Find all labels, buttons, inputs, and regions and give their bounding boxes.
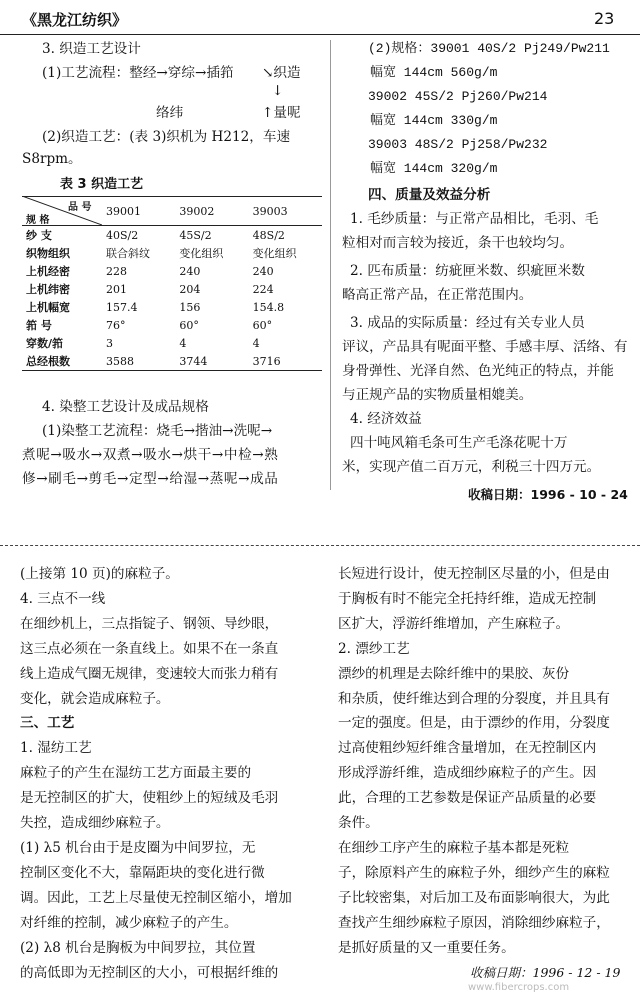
table-cell: 76° bbox=[106, 318, 126, 332]
dyeing-line: 煮呢→吸水→双煮→吸水→烘干→中检→熟 bbox=[22, 447, 279, 463]
paragraph-line: 线上造成气圈无规律，变速较大而张力稍有 bbox=[20, 666, 279, 682]
process-branch-right-label: 量呢 bbox=[273, 105, 301, 121]
paragraph-line: 形成浮游纤维，造成细纱麻粒子的产生。因 bbox=[338, 765, 597, 781]
table-header-cell: 39003 bbox=[249, 197, 322, 226]
received-date: 收稿日期：1996 - 12 - 19 bbox=[470, 965, 621, 980]
spec-line: 幅宽 144cm 320g/m bbox=[370, 161, 498, 176]
spec-line: 幅宽 144cm 560g/m bbox=[370, 65, 498, 80]
section-title: 三、工艺 bbox=[20, 715, 75, 731]
row-label: 上机幅宽 bbox=[26, 301, 70, 314]
paragraph-line: 是无控制区的扩大，使粗纱上的短绒及毛羽 bbox=[20, 790, 279, 806]
paragraph-line: 对纤维的控制，减少麻粒子的产生。 bbox=[20, 915, 238, 931]
paragraph-line: 这三点必须在一条直线上。如果不在一条直 bbox=[20, 641, 279, 657]
table-header-cell: 39001 bbox=[102, 197, 175, 226]
table-cell: 201 bbox=[106, 282, 127, 296]
table-row bbox=[22, 298, 322, 316]
paragraph-line: 在细纱机上，三点指锭子、钢领、导纱眼， bbox=[20, 616, 279, 632]
table-cell: 48S/2 bbox=[252, 228, 285, 242]
spec-line: 幅宽 144cm 330g/m bbox=[370, 113, 498, 128]
paragraph-line: 四十吨风箱毛条可生产毛涤花呢十万 bbox=[350, 435, 568, 451]
table-cell: 154.8 bbox=[252, 300, 285, 314]
spec-line: 39002 45S/2 Pj260/Pw214 bbox=[368, 89, 548, 104]
paragraph-line: 条件。 bbox=[338, 815, 379, 831]
row-label: 穿数/筘 bbox=[26, 337, 64, 350]
spec-line: 39003 48S/2 Pj258/Pw232 bbox=[368, 137, 548, 152]
paragraph-line: 变化，就会造成麻粒子。 bbox=[20, 691, 170, 707]
paragraph-line: 调。因此，工艺上尽量使无控制区缩小，增加 bbox=[20, 890, 292, 906]
page-number: 23 bbox=[594, 9, 615, 28]
received-date: 收稿日期：1996 - 10 - 24 bbox=[468, 487, 628, 502]
paragraph-line: 略高正常产品，在正常范围内。 bbox=[342, 287, 533, 303]
header-rule bbox=[0, 34, 640, 35]
table-row bbox=[22, 280, 322, 298]
paragraph-line: 3. 成品的实际质量：经过有关专业人员 bbox=[350, 315, 585, 331]
paragraph-line: 1. 毛纱质量：与正常产品相比，毛羽、毛 bbox=[350, 211, 599, 227]
table-cell: 3716 bbox=[249, 352, 322, 371]
dyeing-line: 修→刷毛→剪毛→定型→给湿→蒸呢→成品 bbox=[22, 471, 279, 487]
paragraph-line: 2. 匹布质量：纺疵匣米数、织疵匣米数 bbox=[350, 263, 585, 279]
paragraph-line: 一定的强度。但是，由于漂纱的作用，分裂度 bbox=[338, 715, 610, 731]
paragraph-line: 控制区变化不大，靠隔距块的变化进行微 bbox=[20, 865, 265, 881]
paragraph-line: (2) λ8 机台是胸板为中间罗拉，其位置 bbox=[20, 940, 256, 956]
paragraph-line: 过高使粗纱短纤维含量增加，在无控制区内 bbox=[338, 740, 597, 756]
table-cell: 4 bbox=[252, 336, 260, 350]
row-label: 上机经密 bbox=[26, 265, 70, 278]
table-row bbox=[22, 316, 322, 334]
table-cell: 3588 bbox=[102, 352, 175, 371]
row-label: 上机纬密 bbox=[26, 283, 70, 296]
article-divider bbox=[0, 545, 640, 546]
table-cell: 变化组织 bbox=[179, 247, 224, 260]
paragraph-line: 与正规产品的实物质量相媲美。 bbox=[342, 387, 533, 403]
paragraph-line: 失控，造成细纱麻粒子。 bbox=[20, 815, 170, 831]
table-cell: 156 bbox=[179, 300, 201, 314]
paragraph-line: 区扩大，浮游纤维增加，产生麻粒子。 bbox=[338, 616, 570, 632]
paragraph-line: 子，除原料产生的麻粒子外，细纱产生的麻粒 bbox=[338, 865, 610, 881]
paragraph-line: 粒相对而言较为接近，条干也较均匀。 bbox=[342, 235, 574, 251]
dyeing-line: (1)染整工艺流程：烧毛→揩油→洗呢→ bbox=[42, 423, 273, 439]
paragraph-line: 2. 漂纱工艺 bbox=[338, 641, 410, 657]
table-cell: 变化组织 bbox=[252, 247, 297, 260]
row-label: 织物组织 bbox=[26, 247, 70, 260]
table-cell: 45S/2 bbox=[179, 228, 212, 242]
table-row bbox=[22, 334, 322, 352]
paragraph-line: 和杂质，使纤维达到合理的分裂度，并且具有 bbox=[338, 691, 610, 707]
section-title: 3. 织造工艺设计 bbox=[42, 41, 141, 57]
table-cell: 联合斜纹 bbox=[106, 247, 150, 260]
table-cell: 40S/2 bbox=[106, 228, 139, 242]
paragraph-line: (上接第 10 页)的麻粒子。 bbox=[20, 566, 179, 582]
paragraph-line: 是抓好质量的又一重要任务。 bbox=[338, 940, 515, 956]
paragraph-line: 子比较密集，对后加工及布面影响很大，为此 bbox=[338, 890, 610, 906]
section-title: 四、质量及效益分析 bbox=[368, 187, 491, 203]
table-cell: 157.4 bbox=[106, 300, 138, 314]
paragraph-line: 身骨弹性、光泽自然、色光纯正的特点，并能 bbox=[342, 363, 614, 379]
journal-name: 《黑龙江纺织》 bbox=[22, 11, 128, 29]
paragraph-line: 评议，产品具有呢面平整、手感丰厚、活络、有 bbox=[342, 339, 628, 355]
table-cell: 240 bbox=[252, 264, 274, 278]
paragraph-line: 麻粒子的产生在湿纺工艺方面最主要的 bbox=[20, 765, 252, 781]
table-row bbox=[22, 244, 322, 262]
paragraph-line: 漂纱的机理是去除纤维中的果胶、灰份 bbox=[338, 666, 570, 682]
table-cell: 204 bbox=[179, 282, 201, 296]
table-cell: 3744 bbox=[175, 352, 248, 371]
paragraph-line: 1. 湿纺工艺 bbox=[20, 740, 92, 756]
table-corner bbox=[22, 197, 102, 226]
weaving-line: S8rpm。 bbox=[22, 151, 82, 167]
process-branch-left: 络纬 bbox=[156, 105, 184, 121]
paragraph-line: (1) λ5 机台由于是皮圈为中间罗拉，无 bbox=[20, 840, 256, 856]
table-cell: 228 bbox=[106, 264, 127, 278]
corner-top-label: 品 号 bbox=[68, 202, 92, 213]
paragraph-line: 查找产生细纱麻粒子原因，消除细纱麻粒子， bbox=[338, 915, 610, 931]
paragraph-line: 4. 三点不一线 bbox=[20, 591, 106, 607]
table-title: 表 3 织造工艺 bbox=[60, 177, 144, 192]
table-row bbox=[22, 262, 322, 280]
table-cell: 4 bbox=[179, 336, 187, 350]
process-flow-end: 织造 bbox=[273, 65, 301, 81]
paragraph-line: 在细纱工序产生的麻粒子基本都是死粒 bbox=[338, 840, 570, 856]
table-header-cell: 39002 bbox=[175, 197, 248, 226]
table-row bbox=[22, 352, 322, 371]
table-cell: 60° bbox=[179, 318, 199, 332]
row-label: 纱 支 bbox=[26, 229, 52, 242]
section-title: 4. 染整工艺设计及成品规格 bbox=[42, 399, 209, 415]
weaving-table bbox=[22, 196, 322, 371]
paragraph-line: 长短进行设计，使无控制区尽量的小，但是由 bbox=[338, 566, 610, 582]
table-cell: 3 bbox=[106, 336, 113, 350]
weaving-line: (2)织造工艺：(表 3)织机为 H212，车速 bbox=[42, 129, 291, 145]
process-flow-tail: ↘织造 bbox=[262, 65, 301, 81]
paragraph-line: 此，合理的工艺参数是保证产品质量的必要 bbox=[338, 790, 597, 806]
paragraph-line: 4. 经济效益 bbox=[350, 411, 422, 427]
process-flow: (1)工艺流程：整经→穿综→插筘 bbox=[42, 65, 234, 81]
down-arrow-icon: ↓ bbox=[272, 83, 284, 99]
row-label: 总经根数 bbox=[22, 352, 102, 371]
table-cell: 60° bbox=[252, 318, 273, 332]
spec-line: (2)规格：39001 40S/2 Pj249/Pw211 bbox=[368, 41, 610, 56]
paragraph-line: 米，实现产值二百万元，利税三十四万元。 bbox=[342, 459, 601, 475]
process-branch-right: ↑量呢 bbox=[262, 105, 301, 121]
watermark: www.fibercrops.com bbox=[468, 982, 570, 993]
paragraph-line: 于胸板有时不能完全托持纤维，造成无控制 bbox=[338, 591, 597, 607]
table-cell: 240 bbox=[179, 264, 201, 278]
paragraph-line: 的高低即为无控制区的大小，可根据纤维的 bbox=[20, 965, 279, 981]
table-cell: 224 bbox=[252, 282, 274, 296]
column-separator bbox=[330, 40, 331, 490]
table-header-row bbox=[22, 197, 322, 226]
corner-bottom-label: 规 格 bbox=[26, 215, 50, 226]
row-label: 筘 号 bbox=[26, 319, 52, 332]
table-row bbox=[22, 226, 322, 245]
